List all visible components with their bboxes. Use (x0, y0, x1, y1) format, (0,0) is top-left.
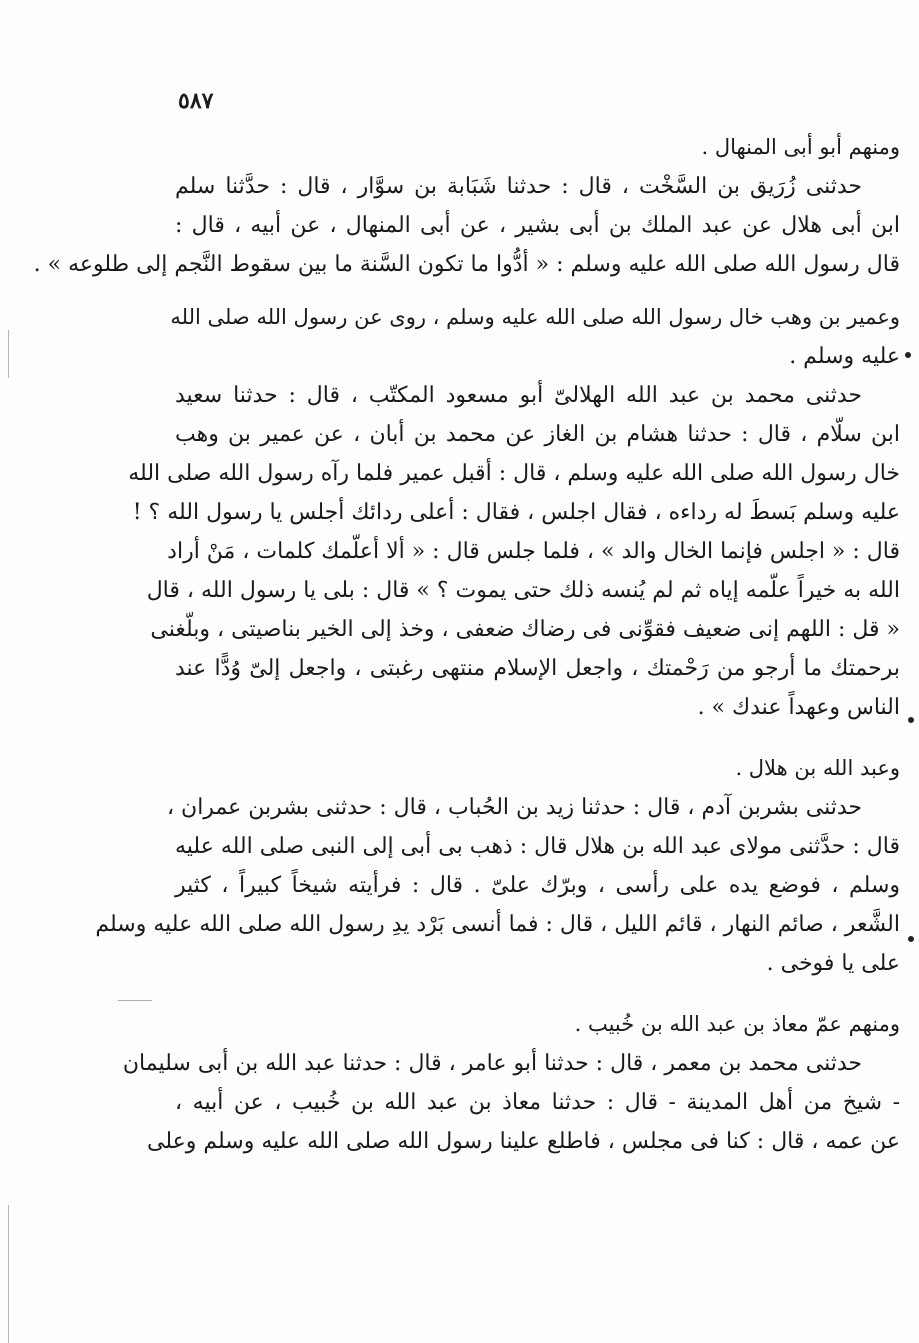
text-line: عليه وسلم بَسطَ له رداءه ، فقال اجلس ، فقال : أعلى ردائك أجلس يا رسول الله ؟ ! (132, 500, 900, 525)
text-line: الله به خيراً علّمه إياه ثم لم يُنسه ذلك حتى يموت ؟ » قال : بلى يا رسول الله ، قال (146, 578, 900, 603)
scan-margin-line (8, 330, 9, 378)
text-line: عن عمه ، قال : كنا فى مجلس ، فاطلع علينا رسول الله صلى الله عليه وسلم وعلى (146, 1129, 900, 1154)
text-line: قال رسول الله صلى الله عليه وسلم : « أدُّوا ما تكون السَّنة ما بين سقوط النَّجم إلى طلوعه » . (33, 252, 900, 277)
section-heading: ومنهم عمّ معاذ بن عبد الله بن خُبيب . (574, 1012, 900, 1036)
text-line: « قل : اللهم إنى ضعيف فقوِّنى فى رضاك ضعفى ، وخذ إلى الخير بناصيتى ، وبلّغنى (150, 617, 900, 642)
section-heading: وعبد الله بن هلال . (735, 756, 900, 780)
text-line: قال : « اجلس فإنما الخال والد » ، فلما جلس قال : « ألا أعلّمك كلمات ، مَنْ أراد (167, 539, 900, 564)
body-text (33, 128, 900, 1161)
text-line: حدثنى بشربن آدم ، قال : حدثنا زيد بن الحُباب ، قال : حدثنى بشربن عمران ، (166, 795, 862, 820)
text-line: ابن أبى هلال عن عبد الملك بن أبى بشير ، عن أبى المنهال ، عن أبيه ، قال : (175, 213, 900, 238)
scan-margin-tick (118, 1000, 152, 1001)
text-line: حدثنى محمد بن عبد الله الهلالىّ أبو مسعود المكتّب ، قال : حدثنا سعيد (175, 383, 862, 408)
text-line: الشَّعر ، صائم النهار ، قائم الليل ، قال : فما أنسى بَرْد يدِ رسول الله صلى الله عليه وسلم (95, 912, 900, 937)
page-number: ٥٨٧ (178, 88, 214, 114)
margin-dot (908, 936, 914, 942)
text-line: حدثنى زُرَيق بن السَّخْت ، قال : حدثنا شَبَابة بن سوَّار ، قال : حدَّثنا سلم (175, 174, 862, 199)
text-line: برحمتك ما أرجو من رَحْمتك ، واجعل الإسلام منتهى رغبتى ، واجعل إلىّ وُدًّا عند (175, 656, 900, 681)
section-heading: ومنهم أبو أبى المنهال . (701, 135, 900, 159)
text-line: قال : حدَّثنى مولاى عبد الله بن هلال قال : ذهب بى أبى إلى النبى صلى الله عليه (175, 834, 900, 859)
margin-dot (908, 717, 914, 723)
text-line: - شيخ من أهل المدينة - قال : حدثنا معاذ بن عبد الله بن خُبيب ، عن أبيه ، (175, 1090, 900, 1115)
text-line: حدثنى محمد بن معمر ، قال : حدثنا أبو عامر ، قال : حدثنا عبد الله بن أبى سليمان (122, 1051, 862, 1076)
text-line: على يا فوخى . (766, 951, 900, 976)
text-line: خال رسول الله صلى الله عليه وسلم ، قال : أقبل عمير فلما رآه رسول الله صلى الله (128, 461, 900, 486)
section-heading: وعمير بن وهب خال رسول الله صلى الله عليه وسلم ، روى عن رسول الله صلى الله (170, 305, 900, 329)
margin-dot (905, 352, 911, 358)
text-line: الناس وعهداً عندك » . (697, 695, 900, 720)
scan-margin-line (8, 1205, 9, 1343)
text-line: ابن سلّام ، قال : حدثنا هشام بن الغاز عن محمد بن أبان ، عن عمير بن وهب (175, 422, 900, 447)
text-line: وسلم ، فوضع يده على رأسى ، وبرّك علىّ . قال : فرأيته شيخاً كبيراً ، كثير (175, 873, 900, 898)
section-heading-continuation: عليه وسلم . (789, 344, 900, 369)
